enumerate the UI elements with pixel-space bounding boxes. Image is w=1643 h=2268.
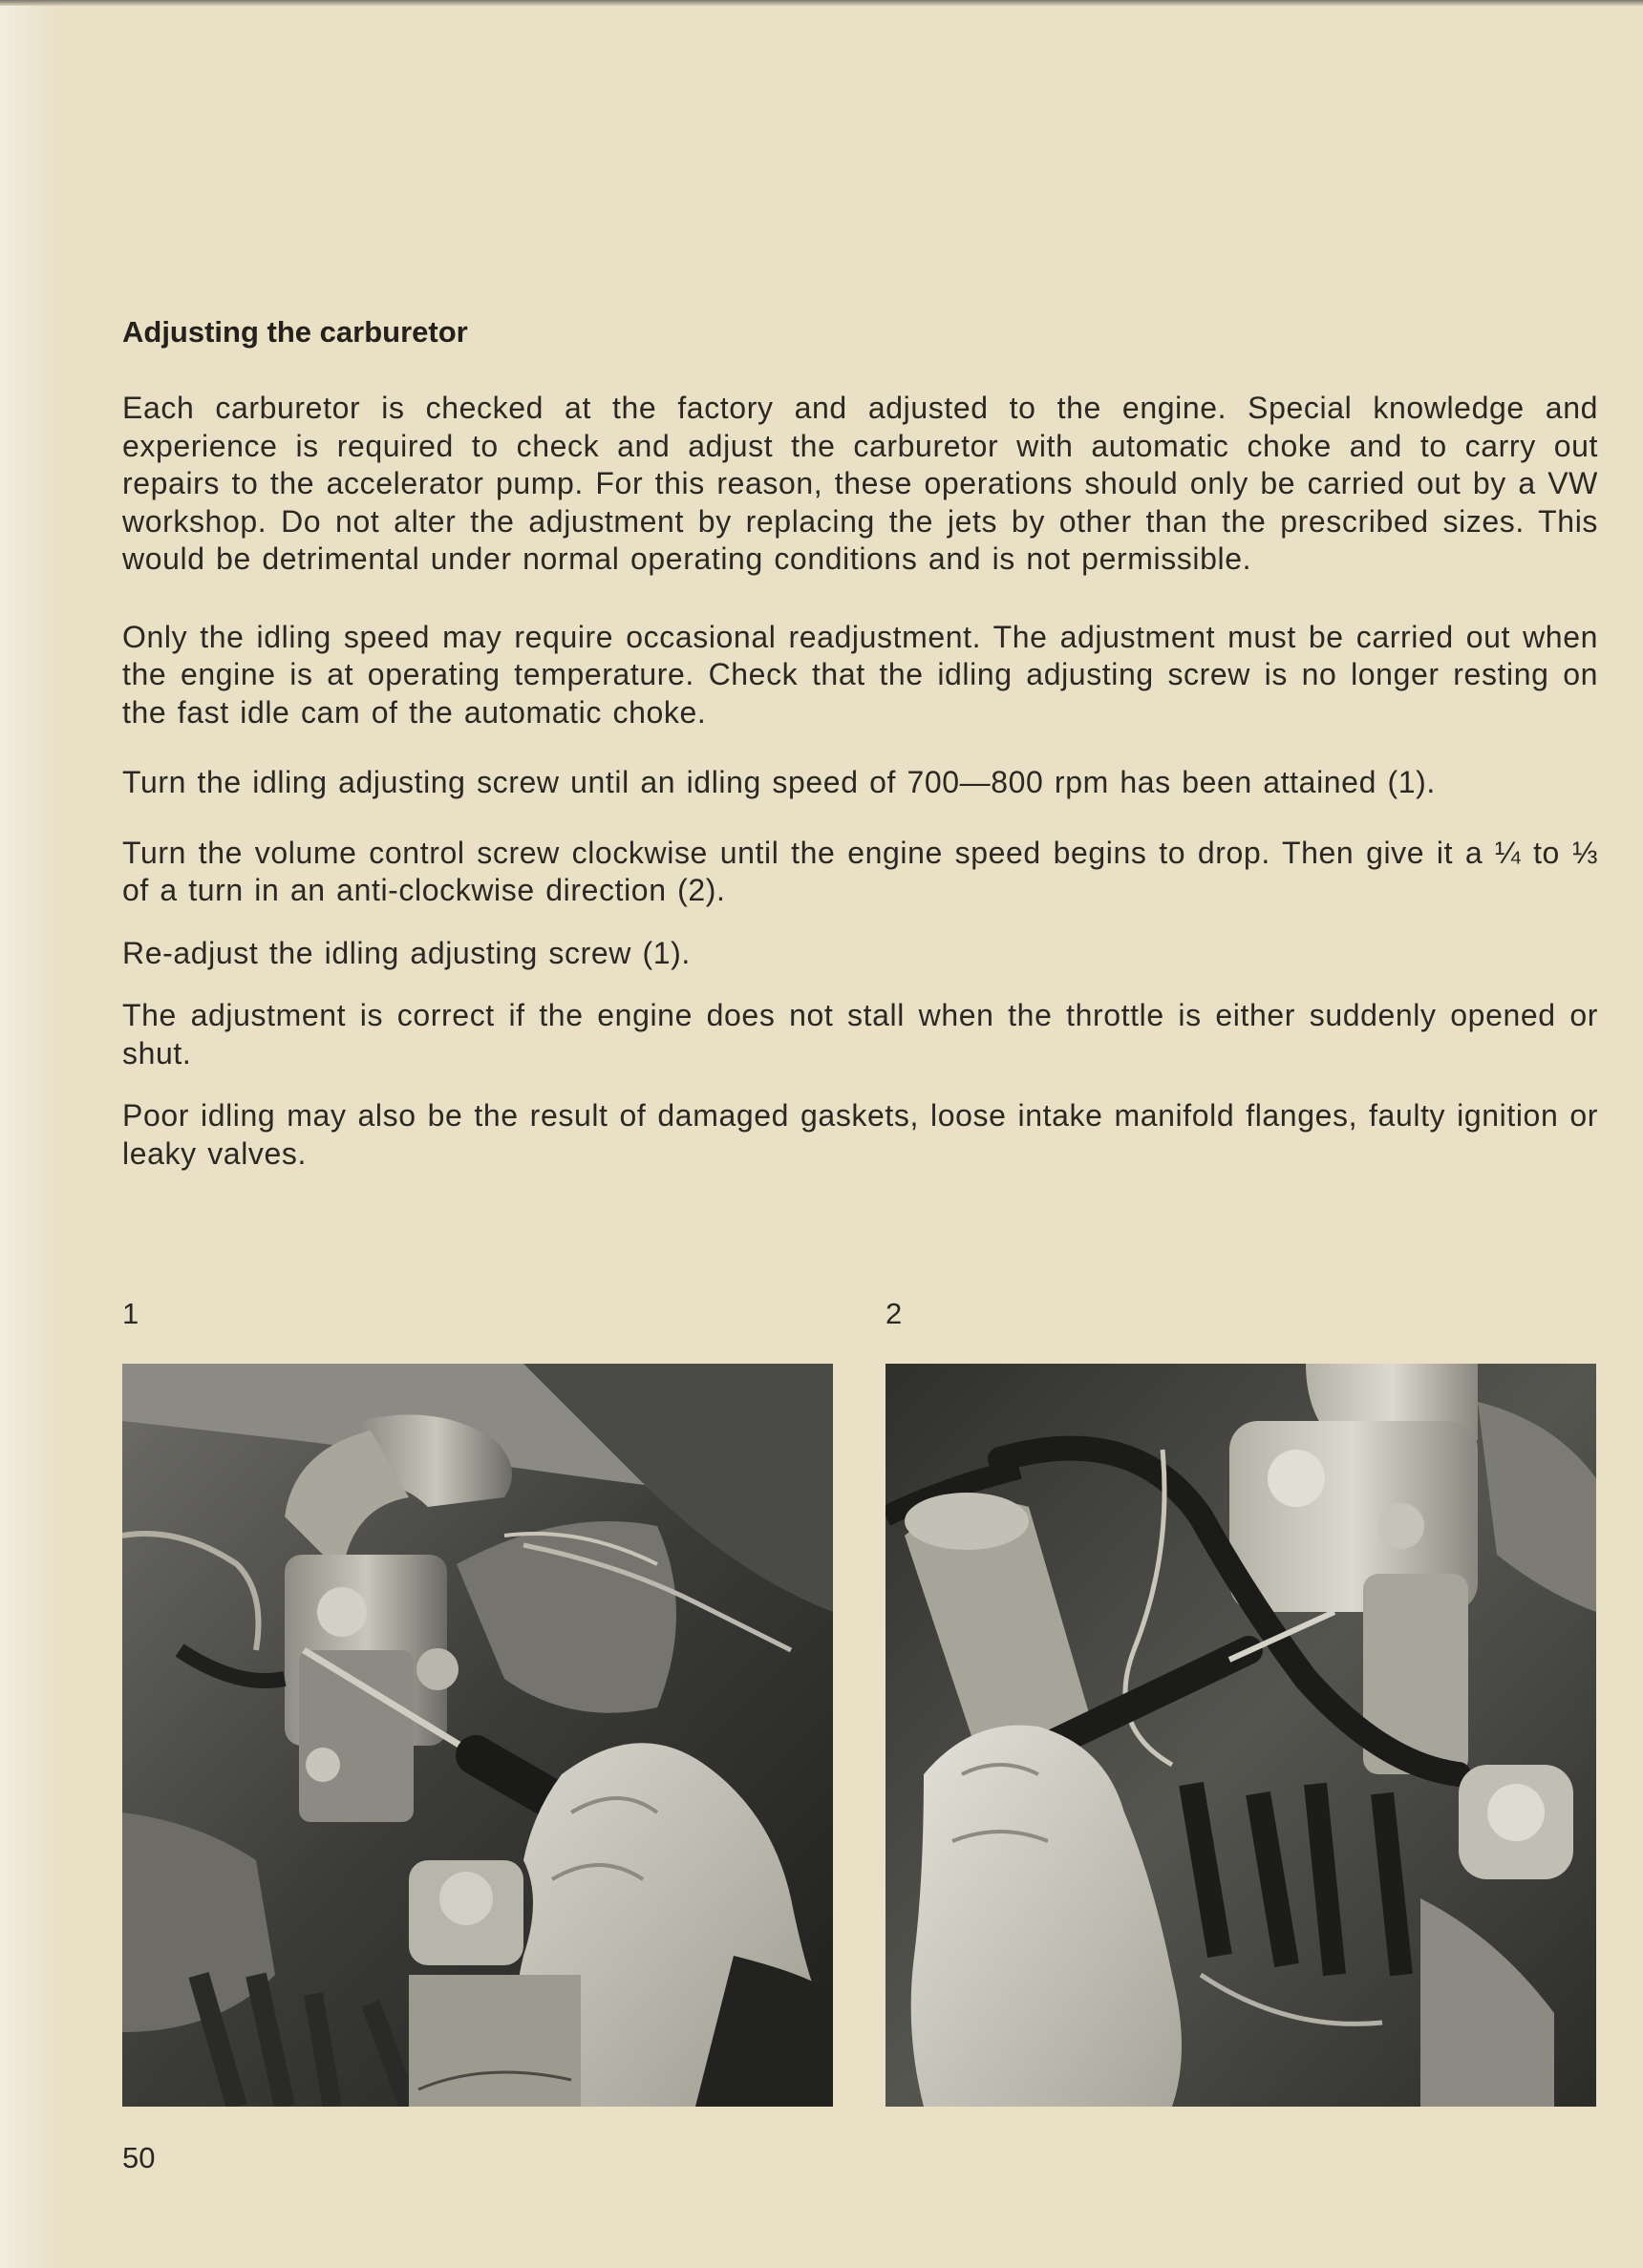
paragraph-step-1: Turn the idling adjusting screw until an idling speed of 700—800 rpm has been attained (1). [122, 765, 1436, 799]
figure-1-label: 1 [122, 1297, 139, 1330]
paragraph-step-2: Turn the volume control screw clockwise until the engine speed begins to drop. Then give it a ¼ to ⅓ of a turn in an anti-clockwise direction (2). [122, 835, 1598, 907]
paragraph-check: The adjustment is correct if the engine does not stall when the throttle is either suddenly opened or shut. [122, 998, 1598, 1070]
figure-1-photo [122, 1364, 833, 2107]
paragraph-step-3: Re-adjust the idling adjusting screw (1). [122, 935, 691, 970]
paragraph-idling: Only the idling speed may require occasional readjustment. The adjustment must be carried out when the engine is at operating temperature. Check that the idling adjusting screw is no longer resting on the fast idle cam of the automatic choke. [122, 619, 1598, 730]
figure-2-photo [886, 1364, 1596, 2107]
paragraph-intro: Each carburetor is checked at the factory and adjusted to the engine. Special knowledge and experience is required to check and adjust the carburetor with automatic choke and to carry out repairs to the accelerator pump. For this reason, these operations should only be carried out by a VW workshop. Do not alter the adjustment by replacing the jets by other than the prescribed sizes. This would be detrimental under normal operating conditions and is not permissible. [122, 391, 1598, 576]
paragraph-causes: Poor idling may also be the result of damaged gaskets, loose intake manifold flanges, faulty ignition or leaky valves. [122, 1098, 1598, 1171]
figure-2-label: 2 [886, 1297, 903, 1330]
page-top-edge [0, 0, 1643, 6]
page-number: 50 [122, 2141, 156, 2174]
binding-edge [0, 0, 57, 2268]
section-heading: Adjusting the carburetor [122, 315, 468, 349]
text-block [122, 315, 1598, 1205]
